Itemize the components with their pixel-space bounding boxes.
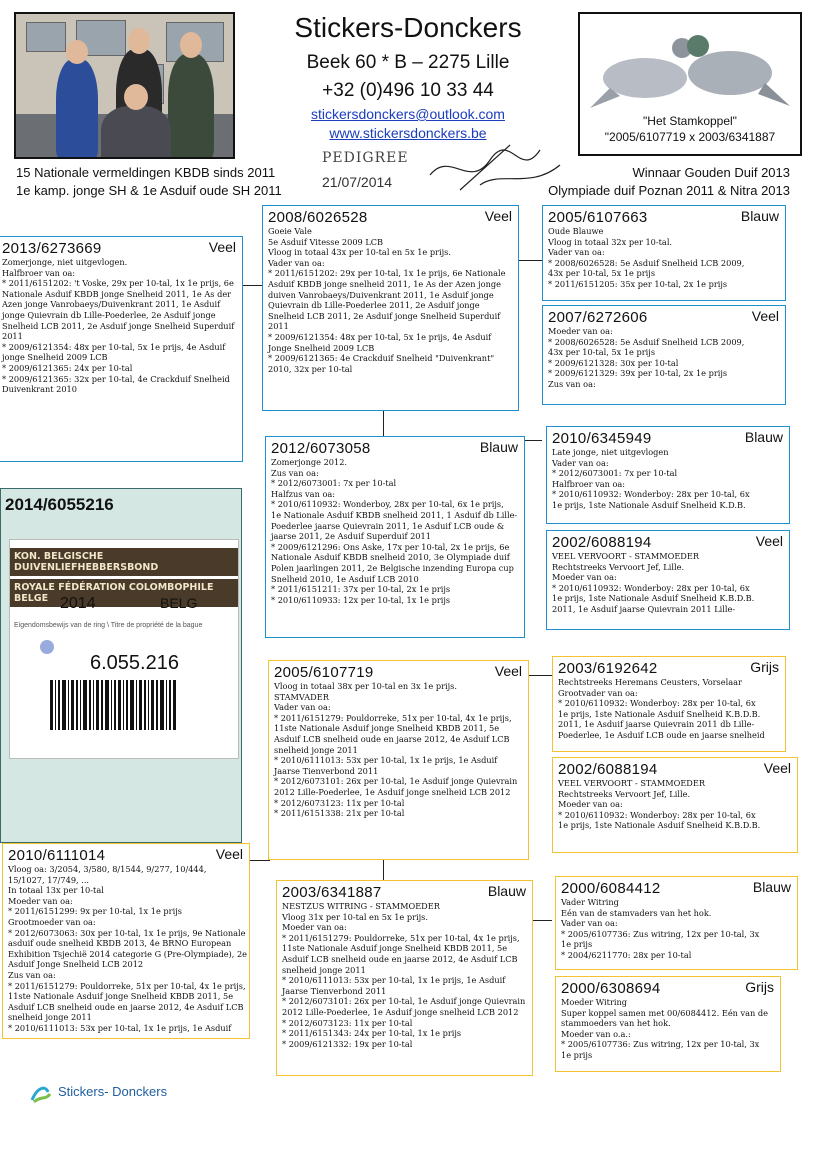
box-text-line: * 2009/6121365: 32x per 10-tal, 4e Crackduif Snelheid xyxy=(2,373,230,384)
pedigree-box-ggm-3 xyxy=(552,757,798,853)
box-text-line: * 2010/6110932: Wonderboy: 28x per 10-tal, 6x xyxy=(552,489,750,500)
box-text-line: 1e prijs xyxy=(561,939,593,950)
color-label: Blauw xyxy=(487,883,526,899)
pedigree-label: PEDIGREE xyxy=(322,150,409,166)
box-text-line: * 2010/6110933: 12x per 10-tal, 1x 1e prijs xyxy=(271,594,451,605)
box-text-line: Rechtstreeks Vervoort Jef, Lille. xyxy=(558,788,691,799)
box-text-line: Moeder van oa: xyxy=(558,799,623,810)
box-text-line: 5e Asduif Vitesse 2009 LCB xyxy=(268,236,384,247)
box-text-line: Eén van de stamvaders van het hok. xyxy=(561,907,712,918)
box-text-line: * 2012/6073101: 26x per 10-tal, 1e Asduif jonge Quievrain xyxy=(274,776,518,787)
box-text-line: * 2012/6073063: 30x per 10-tal, 1x 1e prijs, 9e Nationale xyxy=(8,927,246,938)
box-text-line: Vader van oa: xyxy=(548,247,605,258)
box-text-line: snelheid jonge 2011 xyxy=(282,964,366,975)
box-text-line: Moeder van oa: xyxy=(552,572,617,583)
box-text-line: Moeder van oa: xyxy=(282,922,347,933)
box-text-line: * 2009/6121365: 24x per 10-tal xyxy=(2,362,133,373)
hologram-dot xyxy=(40,640,54,654)
stamkoppel-panel xyxy=(578,12,802,156)
box-text-line: Nationale Asduif KBDB snelheid 2010, 3e Olympiade duif xyxy=(271,552,510,563)
color-label: Blauw xyxy=(740,208,779,224)
box-text-line: * 2012/6073123: 11x per 10-tal xyxy=(274,797,405,808)
box-text-line: * 2011/6151279: Pouldorreke, 51x per 10-tal, 4x 1e prijs, xyxy=(8,980,246,991)
ring-number: 2000/6308694 xyxy=(561,980,661,997)
box-text-line: Poederlee, 1e Asduif LCB oude en jaarse snelheid xyxy=(558,729,765,740)
pedigree-box-ggm-4 xyxy=(555,976,781,1072)
box-text-line: * 2011/6151338: 21x per 10-tal xyxy=(274,808,405,819)
pedigree-box-ggf-3 xyxy=(552,656,786,752)
ring-number: 2010/6345949 xyxy=(552,430,652,447)
box-text-line: Vader van oa: xyxy=(268,257,325,268)
box-text-line: Zus van oa: xyxy=(8,969,56,980)
box-text-line: 2012 Lille-Poederlee, 1e Asduif jonge snelheid LCB 2012 xyxy=(274,786,511,797)
federation-fr: ROYALE FÉDÉRATION COLOMBOPHILE BELGE xyxy=(10,579,238,607)
ring-number: 2005/6107719 xyxy=(274,664,374,681)
box-text-line: Zus van oa: xyxy=(271,467,319,478)
box-text-line: Moeder van o.a.: xyxy=(561,1028,631,1039)
box-text-line: Nationale Asduif KBDB jonge Snelheid 2011, 1e As der xyxy=(2,288,232,299)
pedigree-box-ggf-4 xyxy=(555,876,798,970)
ring-year: 2014 xyxy=(60,595,96,612)
box-text-line: 1e prijs, 1ste Nationale Asduif Snelheid K.D.B. xyxy=(552,499,746,510)
pedigree-box-grandmother-2 xyxy=(276,880,533,1076)
box-text-line: Asduif LCB snelheid oude en jaarse 2012, 4e Asduif LCB xyxy=(8,1001,244,1012)
box-text-line: Rechtstreeks Vervoort Jef, Lille. xyxy=(552,561,685,572)
box-text-line: Asduif KBDB jonge snelheid 2011, 1e As der Azen jonge xyxy=(268,278,501,289)
box-text-line: Vloog in totaal 32x per 10-tal. xyxy=(548,236,673,247)
box-text-line: * 2011/6151299: 9x per 10-tal, 1x 1e prijs xyxy=(8,906,182,917)
barcode xyxy=(50,680,210,730)
box-text-line: * 2004/6211770: 28x per 10-tal xyxy=(561,949,692,960)
box-text-line: * 2012/6073101: 26x per 10-tal, 1e Asduif jonge Quievrain xyxy=(282,996,526,1007)
ring-certificate xyxy=(9,539,239,759)
box-text-line: * 2012/6073001: 7x per 10-tal xyxy=(552,468,678,479)
stamkoppel-rings: "2005/6107719 x 2003/6341887 xyxy=(604,130,776,144)
pedigree-box-parent-mother xyxy=(2,843,250,1039)
box-text-line: Grootmoeder van oa: xyxy=(8,916,96,927)
box-text-line: Zus van oa: xyxy=(548,378,596,389)
box-text-line: 2011, 1e Asduif jaarse Quievrain 2011 db Lille- xyxy=(558,719,755,730)
box-text-line: * 2005/6107736: Zus witring, 12x per 10-tal, 3x xyxy=(561,1039,760,1050)
pedigree-box-grandfather-1 xyxy=(262,205,519,411)
pedigree-box-ggm-1 xyxy=(542,305,786,405)
box-text-line: VEEL VERVOORT - STAMMOEDER xyxy=(552,551,700,561)
ring-barcode-number: 6.055.216 xyxy=(90,652,179,674)
box-text-line: 2011 xyxy=(268,321,289,332)
ring-number: 2005/6107663 xyxy=(548,209,648,226)
box-text-line: 2010, 32x per 10-tal xyxy=(268,363,353,374)
box-text-line: Vader van oa: xyxy=(552,457,609,468)
box-text-line: * 2010/6110932: Wonderboy: 28x per 10-tal, 6x xyxy=(558,809,756,820)
box-text-line: 1e Nationale Asduif KBDB snelheid 2011, 1 Asduif db Lille- xyxy=(271,509,518,520)
box-text-line: Poederlee jaarse Quievrain 2011, 1e Asduif LCB oude & xyxy=(271,520,505,531)
pedigree-box-parent-father xyxy=(0,236,243,462)
logo-icon xyxy=(28,1082,52,1106)
box-text-line: * 2009/6121332: 19x per 10-tal xyxy=(282,1038,413,1049)
box-text-line: Duivenkrant 2010 xyxy=(2,384,77,395)
color-label: Veel xyxy=(755,533,783,549)
box-text-line: 2011 xyxy=(2,331,23,342)
box-text-line: Grootvader van oa: xyxy=(558,687,638,698)
box-text-line: VEEL VERVOORT - STAMMOEDER xyxy=(558,778,706,788)
box-text-line: Snelheid LCB 2011, 2e Asduif jonge Snelheid Superduif xyxy=(2,320,235,331)
ring-country: BELG xyxy=(160,595,198,611)
box-text-line: stammoeders van het hok. xyxy=(561,1018,671,1029)
ring-number: 2002/6088194 xyxy=(558,761,658,778)
box-text-line: Zomerjonge, niet uitgevlogen. xyxy=(2,257,128,267)
box-text-line: snelheid jonge 2011 xyxy=(274,744,358,755)
website-link[interactable]: www.stickersdonckers.be xyxy=(329,125,487,141)
olympiade-line: Olympiade duif Poznan 2011 & Nitra 2013 xyxy=(548,183,790,198)
color-label: Veel xyxy=(494,663,522,679)
box-text-line: * 2010/6110932: Wonderboy, 28x per 10-tal, 6x 1e prijs, xyxy=(271,499,504,510)
box-text-line: Rechtstreeks Heremans Ceusters, Vorselaar xyxy=(558,677,742,687)
kennel-name: Stickers-Donckers xyxy=(294,12,522,43)
box-text-line: Exhibition Tsjechië 2014 categorie G (Pre-Olympiade), 2e xyxy=(8,948,247,959)
box-text-line: * 2009/6121296: Ons Aske, 17x per 10-tal, 2x 1e prijs, 6e xyxy=(271,541,510,552)
box-text-line: Asduif Jonge Snelheid LCB 2012 xyxy=(8,959,144,970)
signature xyxy=(420,130,570,210)
box-text-line: Halfbroer van oa: xyxy=(552,478,626,489)
box-text-line: * 2010/6111013: 53x per 10-tal, 1x 1e prijs, 1e Asduif xyxy=(8,1022,232,1033)
box-text-line: Azen jonge Vanrobaeys/Duivenkrant 2011, 1e Asduif xyxy=(2,299,221,310)
box-text-line: * 2009/6121354: 48x per 10-tal, 5x 1e prijs, 4e Asduif xyxy=(268,331,492,342)
box-text-line: * 2009/6121328: 30x per 10-tal xyxy=(548,357,679,368)
box-text-line: Asduif LCB snelheid oude en jaarse 2012, 4e Asduif LCB xyxy=(282,953,518,964)
pedigree-box-grandmother-1 xyxy=(265,436,525,638)
gold-pigeon-winner: Winnaar Gouden Duif 2013 xyxy=(632,165,790,180)
color-label: Blauw xyxy=(752,879,791,895)
box-text-line: Snelheid 2010, 1e Asduif LCB 2010 xyxy=(271,573,419,584)
box-text-line: snelheid jonge 2011 xyxy=(8,1012,92,1023)
color-label: Blauw xyxy=(744,429,783,445)
email-link[interactable]: stickersdonckers@outlook.com xyxy=(311,106,505,122)
box-text-line: 11ste Nationale Asduif jonge Snelheid KBDB 2011, 5e xyxy=(282,943,508,954)
box-text-line: Vader van oa: xyxy=(274,702,331,713)
box-text-line: Asduif LCB snelheid oude en jaarse 2012, 4e Asduif LCB xyxy=(274,733,510,744)
box-text-line: 2011, 1e Asduif jaarse Quievrain 2011 Lille- xyxy=(552,603,736,614)
box-text-line: * 2012/6073123: 11x per 10-tal xyxy=(282,1017,413,1028)
box-text-line: * 2011/6151211: 37x per 10-tal, 2x 1e prijs xyxy=(271,584,451,595)
box-text-line: * 2010/6111013: 53x per 10-tal, 1x 1e prijs, 1e Asduif xyxy=(274,755,498,766)
box-text-line: STAMVADER xyxy=(274,691,329,702)
box-text-line: duiven Vanrobaeys/Duivenkrant 2011, 1e Asduif jonge xyxy=(268,289,494,300)
box-text-line: * 2010/6111013: 53x per 10-tal, 1x 1e prijs, 1e Asduif xyxy=(282,975,506,986)
color-label: Grijs xyxy=(750,659,779,675)
box-text-line: Snelheid LCB 2011, 2e Asduif jonge Snelheid Superduif xyxy=(268,310,501,321)
box-text-line: Halfbroer van oa: xyxy=(2,267,76,278)
color-label: Veel xyxy=(208,239,236,255)
box-text-line: Vader van oa: xyxy=(561,918,618,929)
box-text-line: Vloog 31x per 10-tal en 5x 1e prijs. xyxy=(282,911,428,922)
box-text-line: * 2011/6151279: Pouldorreke, 51x per 10-tal, 4x 1e prijs, xyxy=(282,932,520,943)
stamkoppel-name: "Het Stamkoppel" xyxy=(643,114,737,128)
box-text-line: jonge Snelheid 2009 LCB xyxy=(2,352,108,363)
box-text-line: Zomerjonge 2012. xyxy=(271,457,348,467)
box-text-line: Jaarse Tienverbond 2011 xyxy=(274,765,379,776)
box-text-line: * 2011/6151279: Pouldorreke, 51x per 10-tal, 4x 1e prijs, xyxy=(274,712,512,723)
box-text-line: * 2011/6151202: 't Voske, 29x per 10-tal, 1x 1e prijs, 6e xyxy=(2,278,234,289)
ownership-text: Eigendomsbewijs van de ring \ Titre de propriété de la bague xyxy=(14,622,203,629)
footer-logo-text: Stickers- Donckers xyxy=(58,1084,168,1099)
box-text-line: * 2011/6151205: 35x per 10-tal, 2x 1e prijs xyxy=(548,278,728,289)
pedigree-box-ggf-2 xyxy=(546,426,790,524)
box-text-line: Quievrain db Lille-Poederlee 2011, 2e Asduif jonge xyxy=(268,300,480,311)
box-text-line: 43x per 10-tal, 5x 1e prijs xyxy=(548,347,656,358)
pedigree-date: 21/07/2014 xyxy=(322,174,393,190)
ring-number: 2002/6088194 xyxy=(552,534,652,551)
color-label: Veel xyxy=(751,308,779,324)
box-text-line: jaarse 2011, 2e Asduif Superduif 2011 xyxy=(271,531,431,542)
box-text-line: * 2008/6026528: 5e Asduif Snelheid LCB 2009, xyxy=(548,257,745,268)
ring-number: 2000/6084412 xyxy=(561,880,661,897)
box-text-line: Moeder van oa: xyxy=(8,895,73,906)
box-text-line: Moeder Witring xyxy=(561,997,627,1007)
box-text-line: Moeder van oa: xyxy=(548,326,613,336)
ring-card-number: 2014/6055216 xyxy=(5,495,114,514)
box-text-line: Jonge Snelheid 2009 LCB xyxy=(268,342,375,353)
box-text-line: asduif oude snelheid KBDB 2013, 4e BRNO European xyxy=(8,938,232,949)
box-text-line: * 2011/6151343: 24x per 10-tal, 1x 1e prijs xyxy=(282,1028,462,1039)
ring-number: 2003/6192642 xyxy=(558,660,658,677)
box-text-line: Polen jaarlingen 2011, 2e Belgische inzending Europa cup xyxy=(271,562,514,573)
ring-number: 2012/6073058 xyxy=(271,440,371,457)
box-text-line: Vloog in totaal 38x per 10-tal en 3x 1e prijs. xyxy=(274,681,457,691)
color-label: Grijs xyxy=(745,979,774,995)
ring-number: 2003/6341887 xyxy=(282,884,382,901)
color-label: Blauw xyxy=(479,439,518,455)
box-text-line: Jaarse Tienverbond 2011 xyxy=(282,985,387,996)
box-text-line: NESTZUS WITRING - STAMMOEDER xyxy=(282,901,440,911)
ring-number: 2010/6111014 xyxy=(8,847,106,864)
color-label: Veel xyxy=(215,846,243,862)
national-mentions: 15 Nationale vermeldingen KBDB sinds 2011 xyxy=(16,165,276,180)
box-text-line: Late jonge, niet uitgevlogen xyxy=(552,447,669,457)
champion-line: 1e kamp. jonge SH & 1e Asduif oude SH 2011 xyxy=(16,183,282,198)
box-text-line: 2012 Lille-Poederlee, 1e Asduif jonge snelheid LCB 2012 xyxy=(282,1006,519,1017)
box-text-line: 11ste Nationale Asduif jonge Snelheid KBDB 2011, 5e xyxy=(274,723,500,734)
phone: +32 (0)496 10 33 44 xyxy=(322,80,494,101)
pedigree-box-ggf-1 xyxy=(542,205,786,301)
box-text-line: 1e prijs, 1ste Nationale Asduif Snelheid K.B.D.B. xyxy=(552,593,755,604)
color-label: Veel xyxy=(763,760,791,776)
box-text-line: jonge Quievrain db Lille-Poederlee, 2e Asduif jonge xyxy=(2,309,216,320)
box-text-line: * 2009/6121329: 39x per 10-tal, 2x 1e prijs xyxy=(548,368,728,379)
pedigree-box-ggm-2 xyxy=(546,530,790,630)
box-text-line: In totaal 13x per 10-tal xyxy=(8,885,104,896)
box-text-line: * 2010/6110932: Wonderboy: 28x per 10-tal, 6x xyxy=(552,582,750,593)
ring-number: 2013/6273669 xyxy=(2,240,102,257)
box-text-line: 11ste Nationale Asduif jonge Snelheid KBDB 2011, 5e xyxy=(8,991,234,1002)
ring-card xyxy=(0,488,242,843)
box-text-line: Vader Witring xyxy=(561,897,619,907)
box-text-line: Super koppel samen met 00/6084412. Eén van de xyxy=(561,1007,769,1018)
box-text-line: * 2012/6073001: 7x per 10-tal xyxy=(271,478,397,489)
box-text-line: 1e prijs xyxy=(561,1049,593,1060)
box-text-line: * 2009/6121354: 48x per 10-tal, 5x 1e prijs, 4e Asduif xyxy=(2,341,226,352)
pedigree-box-grandfather-2 xyxy=(268,660,529,860)
box-text-line: * 2008/6026528: 5e Asduif Snelheid LCB 2009, xyxy=(548,336,745,347)
color-label: Veel xyxy=(484,208,512,224)
ring-number: 2007/6272606 xyxy=(548,309,648,326)
box-text-line: Vloog in totaal 43x per 10-tal en 5x 1e prijs. xyxy=(268,247,451,258)
box-text-line: Halfzus van oa: xyxy=(271,488,336,499)
box-text-line: 43x per 10-tal, 5x 1e prijs xyxy=(548,268,656,279)
box-text-line: 1e prijs, 1ste Nationale Asduif Snelheid K.B.D.B. xyxy=(558,708,761,719)
box-text-line: Goeie Vale xyxy=(268,226,312,236)
pigeon-pair-image xyxy=(580,18,800,118)
ring-number: 2008/6026528 xyxy=(268,209,368,226)
box-text-line: Vloog oa: 3/2054, 3/580, 8/1544, 9/277, 10/444, xyxy=(8,864,207,874)
box-text-line: * 2011/6151202: 29x per 10-tal, 1x 1e prijs, 6e Nationale xyxy=(268,268,506,279)
box-text-line: 15/1027, 17/749, ... xyxy=(8,874,90,885)
box-text-line: * 2005/6107736: Zus witring, 12x per 10-tal, 3x xyxy=(561,928,760,939)
federation-nl: KON. BELGISCHE DUIVENLIEFHEBBERSBOND xyxy=(10,548,238,576)
box-text-line: * 2010/6110932: Wonderboy: 28x per 10-tal, 6x xyxy=(558,698,756,709)
box-text-line: Oude Blauwe xyxy=(548,226,604,236)
box-text-line: 1e prijs, 1ste Nationale Asduif Snelheid K.B.D.B. xyxy=(558,820,761,831)
box-text-line: * 2009/6121365: 4e Crackduif Snelheid "Duivenkrant" xyxy=(268,353,495,364)
address: Beek 60 * B – 2275 Lille xyxy=(306,52,510,73)
